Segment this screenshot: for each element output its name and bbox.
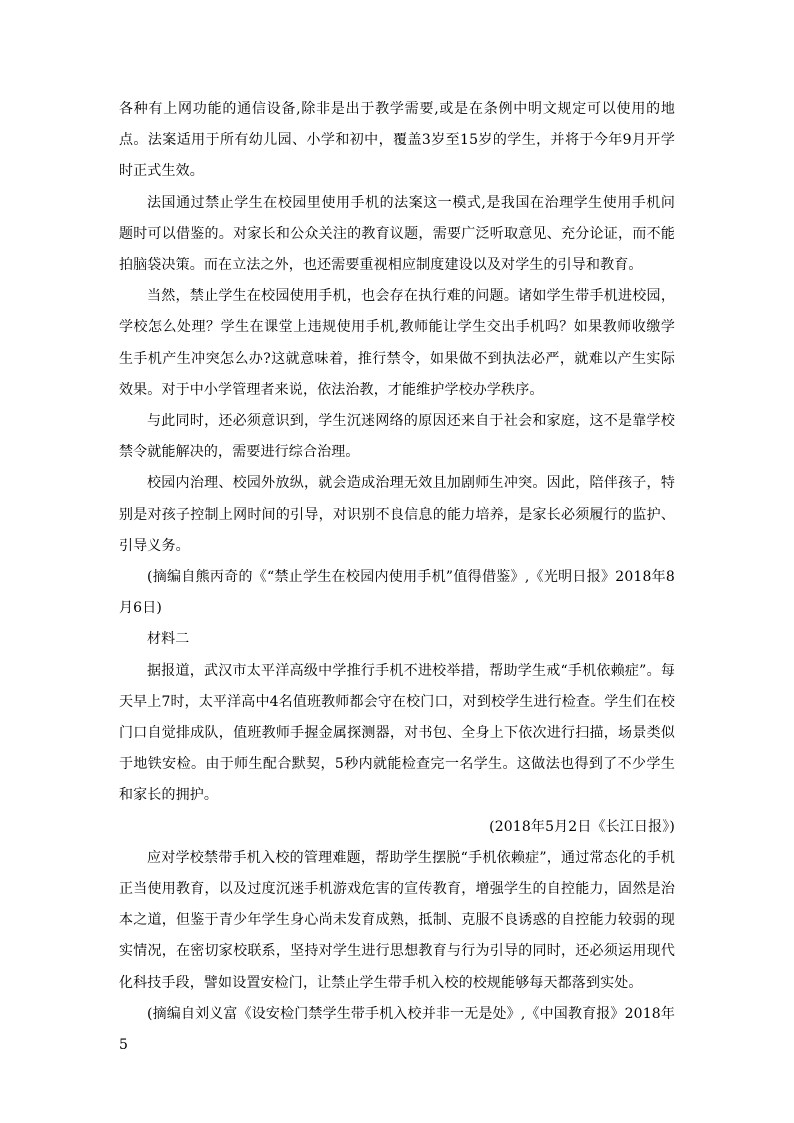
source-citation-1: (摘编自熊丙奇的《“禁止学生在校园内使用手机”值得借鉴》,《光明日报》2018年8月6日) xyxy=(119,569,675,617)
section-heading-material-2: 材料二 xyxy=(147,631,190,648)
document-page xyxy=(119,94,675,1061)
source-citation-3: (摘编自刘义富《设安检门禁学生带手机入校并非一无是处》,《中国教育报》2018年5 xyxy=(119,1005,675,1054)
paragraph-3: 当然，禁止学生在校园使用手机，也会存在执行难的问题。诸如学生带手机进校园，学校怎么处理？学生在课堂上违规使用手机,教师能让学生交出手机吗？如果教师收缴学生手机产生冲突怎么办?这就意味着，推行禁令，如果做不到执法必严，就难以产生实际效果。对于中小学管理者来说，依法治教，才能维护学校办学秩序。 xyxy=(119,288,675,398)
paragraph-7: 应对学校禁带手机入校的管理难题，帮助学生摆脱“手机依赖症”，通过常态化的手机正当使用教育，以及过度沉迷手机游戏危害的宣传教育，增强学生的自控能力，固然是治本之道，但鉴于青少年学生身心尚未发育成熟，抵制、克服不良诱惑的自控能力较弱的现实情况，在密切家校联系，坚持对学生进行思想教育与行为引导的同时，还必须运用现代化科技手段，譬如设置安检门，让禁止学生带手机入校的校规能够每天都落到实处。 xyxy=(119,849,675,991)
paragraph-6: 据报道，武汉市太平洋高级中学推行手机不进校举措，帮助学生戒“手机依赖症”。每天早上7时，太平洋高中4名值班教师都会守在校门口，对到校学生进行检查。学生们在校门口自觉排成队，值班教师手握金属探测器，对书包、全身上下依次进行扫描，场景类似于地铁安检。由于师生配合默契，5秒内就能检查完一名学生。这做法也得到了不少学生和家长的拥护。 xyxy=(119,662,675,804)
paragraph-2: 法国通过禁止学生在校园里使用手机的法案这一模式,是我国在治理学生使用手机问题时可以借鉴的。对家长和公众关注的教育议题，需要广泛听取意见、充分论证，而不能拍脑袋决策。而在立法之外，也还需要重视相应制度建设以及对学生的引导和教育。 xyxy=(119,194,675,274)
paragraph-5: 校园内治理、校园外放纵，就会造成治理无效且加剧师生冲突。因此，陪伴孩子，特别是对孩子控制上网时间的引导，对识别不良信息的能力培养，是家长必须履行的监护、引导义务。 xyxy=(119,475,675,554)
paragraph-1: 各种有上网功能的通信设备,除非是出于教学需要,或是在条例中明文规定可以使用的地点。法案适用于所有幼儿园、小学和初中，覆盖3岁至15岁的学生，并将于今年9月开学时正式生效。 xyxy=(119,101,675,180)
source-citation-2: (2018年5月2日《长江日报》) xyxy=(489,818,675,835)
paragraph-4: 与此同时，还必须意识到，学生沉迷网络的原因还来自于社会和家庭，这不是靠学校禁令就能解决的，需要进行综合治理。 xyxy=(119,413,675,461)
